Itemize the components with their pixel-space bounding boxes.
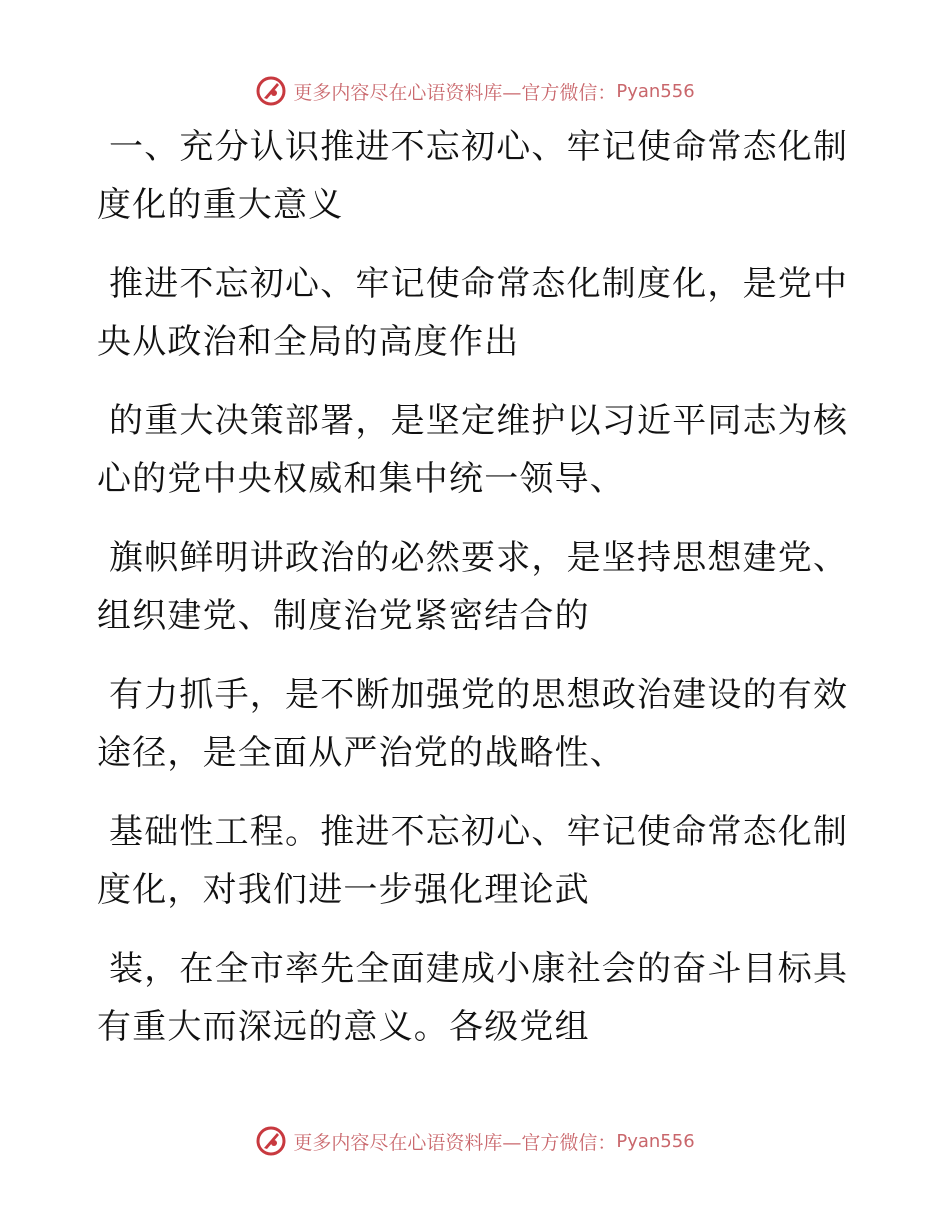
paragraph-line: 心的党中央权威和集中统一领导、 — [97, 459, 625, 499]
quill-seal-icon — [255, 75, 287, 107]
paragraph-line: 度化的重大意义 — [97, 185, 344, 225]
paragraph-line: 推进不忘初心、牢记使命常态化制度化，是党中 — [109, 264, 849, 304]
paragraph-3 — [97, 392, 849, 508]
watermark-handle: Pyan556 — [616, 1130, 695, 1152]
paragraph-line: 有重大而深远的意义。各级党组 — [97, 1007, 590, 1047]
paragraph-line: 一、充分认识推进不忘初心、牢记使命常态化制 — [109, 127, 849, 167]
document-body — [97, 118, 849, 1077]
paragraph-6 — [97, 803, 849, 919]
paragraph-line: 的重大决策部署，是坚定维护以习近平同志为核 — [109, 401, 849, 441]
watermark-text: 更多内容尽在心语资料库—官方微信： — [293, 1131, 617, 1154]
paragraph-line: 有力抓手，是不断加强党的思想政治建设的有效 — [109, 675, 849, 715]
paragraph-1 — [97, 118, 849, 234]
paragraph-7 — [97, 940, 849, 1056]
paragraph-4 — [97, 529, 849, 645]
paragraph-line: 旗帜鲜明讲政治的必然要求，是坚持思想建党、 — [109, 538, 849, 578]
paragraph-2 — [97, 255, 849, 371]
paragraph-line: 基础性工程。推进不忘初心、牢记使命常态化制 — [109, 812, 849, 852]
paragraph-line: 度化，对我们进一步强化理论武 — [97, 870, 590, 910]
footer-watermark — [0, 1121, 950, 1161]
paragraph-line: 央从政治和全局的高度作出 — [97, 322, 520, 362]
watermark-text: 更多内容尽在心语资料库—官方微信： — [293, 81, 617, 104]
header-watermark — [0, 71, 950, 111]
watermark-handle: Pyan556 — [616, 80, 695, 102]
quill-seal-icon — [255, 1125, 287, 1157]
paragraph-line: 组织建党、制度治党紧密结合的 — [97, 596, 590, 636]
paragraph-line: 装，在全市率先全面建成小康社会的奋斗目标具 — [109, 949, 849, 989]
paragraph-line: 途径，是全面从严治党的战略性、 — [97, 733, 625, 773]
paragraph-5 — [97, 666, 849, 782]
